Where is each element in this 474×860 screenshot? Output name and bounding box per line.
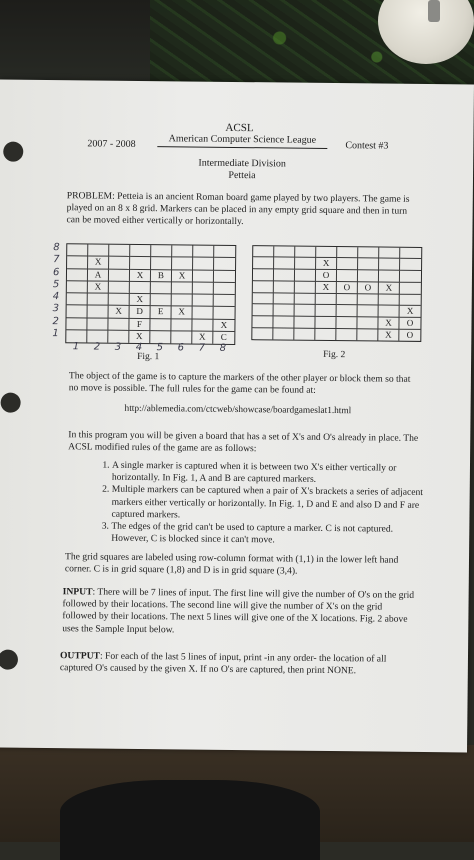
fig1-cell	[151, 294, 172, 306]
fig1-cell: A	[88, 269, 109, 281]
fig2-cell	[337, 294, 358, 305]
plate-handle	[428, 0, 440, 22]
fig2-cell	[273, 328, 294, 339]
fig1-cell	[193, 307, 214, 319]
org-full: American Computer Science League	[157, 133, 327, 149]
fig1-cell	[172, 294, 193, 306]
fig1-cell	[130, 245, 151, 257]
fig1-cell	[193, 246, 214, 258]
fig1-cell	[214, 258, 235, 270]
fig2-cell	[252, 328, 273, 339]
fig2-cell	[379, 305, 400, 317]
fig2-cell	[379, 270, 400, 282]
fig2-cell	[274, 304, 295, 316]
problem-title: Petteia	[228, 169, 256, 182]
fig1-cell	[151, 257, 172, 269]
rules-url: http://ablemedia.com/ctcweb/showcase/boardgameslat1.html	[124, 403, 352, 417]
fig1-cell	[109, 269, 130, 281]
fig1-cell: F	[129, 318, 150, 330]
fig1-row-label: 1	[52, 327, 59, 339]
fig1-cell	[66, 318, 87, 330]
fig1-row-label: 3	[52, 303, 60, 315]
fig2-cell: O	[406, 329, 414, 340]
fig2-cell	[358, 305, 379, 317]
fig1-cell	[193, 258, 214, 270]
fig1-col-label: 5	[156, 342, 164, 354]
fig1-row-label: 2	[52, 315, 59, 327]
fig2-cell: X	[316, 258, 337, 270]
output-paragraph	[60, 650, 418, 678]
year: 2007 - 2008	[87, 138, 136, 150]
fig2-cell	[400, 295, 421, 306]
fig1-col-label: 2	[93, 341, 101, 353]
fig2-cell	[253, 281, 274, 293]
fig2-cell	[294, 317, 315, 329]
fig1-row-label: 4	[52, 291, 60, 303]
fig1-cell: X	[192, 331, 213, 343]
fig2-cell	[295, 282, 316, 294]
fig2-cell: O	[337, 282, 358, 294]
fig2-cell	[274, 281, 295, 293]
fig1-cell	[192, 319, 213, 331]
fig1-cell	[214, 246, 235, 258]
fig2-cell: X	[379, 282, 400, 294]
objective-paragraph: The object of the game is to capture the markers of the other player or block them so that no move is possible. The full rules for the game can be found at:	[68, 370, 411, 397]
input-label: INPUT	[62, 586, 93, 598]
fig1-cell: X	[130, 269, 151, 281]
labeling-paragraph: The grid squares are labeled using row-column format with (1,1) in the lower left hand corner. C is in grid square (1,8) and D is in grid square (3,4).	[64, 551, 399, 577]
fig2-cell: X	[378, 317, 399, 329]
fig2-cell: X	[400, 306, 421, 318]
fig2-cell	[295, 270, 316, 282]
fig2-cell	[400, 271, 421, 283]
division: Intermediate Division	[198, 157, 286, 170]
fig2-cell	[295, 294, 316, 305]
fig2-cell	[273, 316, 294, 328]
fig1-cell	[108, 318, 129, 330]
rule-item: 2. Multiple markers can be captured when a pair of X's brackets a series of adjacent markers either vertically or horizontally. In Fig. 1, D and E and also D and F are captured markers.	[111, 484, 431, 524]
fig1-cell	[88, 306, 109, 318]
fig2-cell	[337, 247, 358, 258]
fig1-cell: X	[213, 319, 234, 331]
fig2-cell	[274, 293, 295, 304]
fig1-col-label: 7	[198, 342, 206, 354]
rules-list	[97, 460, 432, 549]
fig2-cell	[253, 304, 274, 316]
fig2-cell	[295, 305, 316, 317]
fig1-cell	[172, 258, 193, 270]
input-paragraph	[62, 586, 418, 639]
fig1-cell	[214, 270, 235, 282]
fig2-cell	[252, 316, 273, 328]
fig1-cell: X	[130, 294, 151, 306]
intro-paragraph: In this program you will be given a board that has a set of X's and O's already in place. The ACSL modified rules of the game are as follows:	[68, 429, 419, 455]
fig1-cell: X	[109, 306, 130, 318]
fig1-row-label: 6	[52, 266, 60, 278]
fig1-grid	[65, 243, 236, 345]
fig2-cell: X	[378, 329, 399, 340]
fig1-cell	[88, 244, 109, 256]
fig2-cell	[295, 247, 316, 258]
rule-item: 1. A single marker is captured when it is between two X's either vertically or horizontally. In Fig. 1, A and B are captured markers.	[112, 460, 432, 488]
fig1-cell	[109, 257, 130, 269]
fig1-cell	[193, 295, 214, 307]
fig1-cell	[214, 295, 235, 307]
fig1-cell: X	[88, 281, 109, 293]
fig2-cell	[253, 293, 274, 304]
fig2-cell: X	[316, 282, 337, 294]
input-text: : There will be 7 lines of input. The first line will give the number of O's on the grid followed by their locations. The second line will give the number of X's on the grid followed by their locations. The next 5 lines will give one of the X locations. Fig. 2 above uses the Sample Input below.	[62, 586, 415, 635]
fig1-caption: Fig. 1	[137, 351, 160, 363]
fig1-cell	[193, 282, 214, 294]
fig2-cell	[253, 246, 274, 257]
fig1-cell	[214, 283, 235, 295]
fig2-cell	[294, 329, 315, 340]
fig2-cell	[358, 258, 379, 270]
fig1-cell	[214, 307, 235, 319]
fig2-cell	[358, 294, 379, 305]
fig2-cell	[400, 283, 421, 295]
fig2-cell	[337, 305, 358, 317]
problem-text: : Petteia is an ancient Roman board game played by two players. The game is played on an 8 x 8 grid. Markers can be placed in any empty grid square and then in turn can be moved either vertically or horizontally.	[66, 190, 410, 228]
fig2-caption: Fig. 2	[323, 349, 346, 361]
punch-hole	[1, 393, 21, 413]
fig2-cell	[316, 294, 337, 305]
worksheet-page	[0, 80, 474, 753]
fig1-cell	[193, 270, 214, 282]
fig2-cell	[379, 258, 400, 270]
fig1-cell	[109, 281, 130, 293]
fig2-cell	[336, 329, 357, 340]
fig1-cell	[67, 244, 88, 256]
fig1-cell	[67, 269, 88, 281]
fig1-cell	[87, 318, 108, 330]
fig2-cell	[379, 294, 400, 305]
fig1-cell: X	[88, 257, 109, 269]
fig1-cell	[130, 257, 151, 269]
fig1-col-label: 6	[177, 342, 185, 354]
fig2-cell	[337, 270, 358, 282]
fig2-cell	[357, 329, 378, 340]
fig2-cell: O	[358, 282, 379, 294]
punch-hole	[3, 142, 23, 162]
punch-hole	[0, 650, 18, 670]
fig1-row-label: 8	[53, 242, 60, 254]
fig1-cell	[109, 294, 130, 306]
fig1-cell: X	[172, 307, 193, 319]
fig1-cell: B	[151, 270, 172, 282]
problem-paragraph	[66, 190, 421, 230]
fig2-cell	[316, 247, 337, 258]
fig2-cell	[358, 270, 379, 282]
output-label: OUTPUT	[59, 650, 101, 662]
fig2-cell	[253, 257, 274, 269]
fig1-cell	[67, 293, 88, 305]
rule-item: 3. The edges of the grid can't be used to capture a marker. C is not captured. However, C is blocked since it can't move.	[111, 521, 431, 549]
fig2-cell	[400, 259, 421, 271]
fig2-cell	[358, 247, 379, 258]
fig1-cell	[109, 245, 130, 257]
fig2-cell	[357, 317, 378, 329]
fig2-cell	[400, 248, 421, 259]
fig1-cell	[88, 293, 109, 305]
fig2-cell: O	[399, 318, 420, 330]
fig1-cell	[151, 245, 172, 257]
fig2-cell	[253, 269, 274, 281]
fig1-cell	[67, 281, 88, 293]
fig2-cell	[315, 317, 336, 329]
fig2-cell	[274, 246, 295, 257]
fig2-cell	[274, 269, 295, 281]
fig1-cell	[171, 319, 192, 331]
fig1-cell	[151, 282, 172, 294]
fig2-grid	[251, 245, 422, 342]
output-text: : For each of the last 5 lines of input, print -in any order- the location of all captured O's caused by the given X. If no O's are captured, then print NONE.	[59, 650, 387, 677]
fig1-cell	[67, 305, 88, 317]
fig1-cell: X	[172, 270, 193, 282]
fig2-cell: O	[316, 270, 337, 282]
fig1-cell	[150, 319, 171, 331]
fig1-row-label: 5	[52, 278, 60, 290]
fig1-cell: X	[129, 331, 150, 343]
fig1-cell: C	[220, 332, 227, 343]
fig1-col-label: 8	[219, 342, 227, 354]
fig2-cell	[337, 258, 358, 270]
fig1-col-label: 1	[72, 341, 80, 353]
problem-label: PROBLEM	[66, 190, 113, 202]
fig2-cell	[379, 247, 400, 258]
fig1-cell	[130, 282, 151, 294]
dark-object	[60, 780, 320, 860]
fig1-cell: D	[130, 306, 151, 318]
fig1-cell	[172, 245, 193, 257]
fig2-cell	[315, 329, 336, 340]
fig1-row-label: 7	[53, 254, 60, 266]
fig2-cell	[316, 305, 337, 317]
fig2-cell	[295, 258, 316, 270]
org-short: ACSL	[225, 121, 254, 135]
fig1-cell	[172, 282, 193, 294]
fig1-cell	[67, 256, 88, 268]
fig2-cell	[274, 257, 295, 269]
fig1-cell: E	[151, 306, 172, 318]
fig2-cell	[336, 317, 357, 329]
contest-number: Contest #3	[345, 140, 389, 152]
fig1-col-label: 3	[114, 341, 122, 353]
fig1-col-label: 4	[135, 341, 143, 354]
